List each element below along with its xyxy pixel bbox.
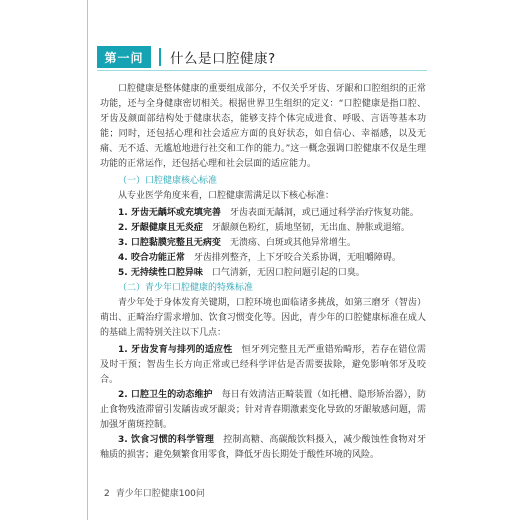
standard-item-text: 牙齿排列整齐，上下牙咬合关系协调，无咀嚼障碍。 xyxy=(193,253,401,263)
standard-item-text: 口气清新，无因口腔问题引起的口臭。 xyxy=(211,268,365,278)
standard-item-text: 每日有效清洁正畸装置（如托槽、隐形矫治器），防止食物残渣滞留引发龋齿或牙龈炎；针对青春期激素变化导致的牙龈敏感问题，需加强牙菌斑控制。 xyxy=(100,390,426,430)
question-header xyxy=(97,46,427,68)
standard-item-heading: 2. 口腔卫生的动态维护 xyxy=(118,390,213,400)
book-title: 青少年口腔健康100问 xyxy=(115,489,205,499)
page-content xyxy=(100,82,426,463)
standard-item xyxy=(100,266,426,281)
standard-item xyxy=(100,343,426,388)
section-subheading: （一）口腔健康核心标准 xyxy=(118,176,218,186)
standard-item-heading: 1. 牙齿发育与排列的适应性 xyxy=(118,345,233,355)
body-paragraph: 青少年处于身体发育关键期，口腔环境也面临诸多挑战，如第三磨牙（智齿）萌出、正畸治疗需求增加、饮食习惯变化等。因此，青少年的口腔健康标准在成人的基础上需特别关注以下几点： xyxy=(100,298,426,338)
standard-item-heading: 3. 口腔黏膜完整且无病变 xyxy=(118,238,221,248)
header-separator xyxy=(159,48,161,66)
standard-item-heading: 2. 牙龈健康且无炎症 xyxy=(118,223,203,233)
standard-item xyxy=(100,221,426,236)
body-paragraph: 口腔健康是整体健康的重要组成部分，不仅关乎牙齿、牙龈和口腔组织的正常功能，还与全身健康密切相关。根据世界卫生组织的定义：“口腔健康是指口腔、牙齿及颜面部结构处于健康状态，能够支持个体完成进食、呼吸、言语等基本功能；同时，还包括心理和社会适应方面的良好状态，如自信心、幸福感，以及无痛、无不适、无尴尬地进行社交和工作的能力。”这一概念强调口腔健康不仅是生理功能的正常运作，还包括心理和社会层面的适应能力。 xyxy=(100,84,426,169)
standard-item-heading: 1. 牙齿无龋坏或充填完善 xyxy=(118,208,221,218)
standard-item-text: 无溃疡、白斑或其他异常增生。 xyxy=(229,238,356,248)
question-badge: 第一问 xyxy=(97,46,151,68)
standard-item xyxy=(100,206,426,221)
standard-item-text: 控制高糖、高碳酸饮料摄入，减少酸蚀性食物对牙釉质的损害；避免频繁食用零食，降低牙齿长期处于酸性环境的风险。 xyxy=(100,435,426,460)
standard-item-heading: 4. 咬合功能正常 xyxy=(118,253,185,263)
standard-item-text: 恒牙列完整且无严重错殆畸形，若存在错位需及时干预；智齿生长方向正常或已经科学评估是否需要拔除，避免影响邻牙及咬合。 xyxy=(100,345,426,385)
margin-rule xyxy=(87,0,88,520)
standard-item-text: 牙齿表面无龋洞，或已通过科学治疗恢复功能。 xyxy=(229,208,419,218)
body-paragraph: 从专业医学角度来看，口腔健康需满足以下核心标准： xyxy=(118,191,335,201)
standard-item xyxy=(100,236,426,251)
standard-item xyxy=(100,433,426,463)
standard-item-text: 牙龈颜色粉红，质地坚韧，无出血、肿胀或退缩。 xyxy=(211,223,410,233)
standard-item xyxy=(100,388,426,433)
header-underline xyxy=(97,70,427,71)
page-number: 2 xyxy=(104,489,110,499)
standard-item-heading: 3. 饮食习惯的科学管理 xyxy=(118,435,215,445)
page-footer xyxy=(104,486,205,499)
standard-item xyxy=(100,251,426,266)
standard-item-heading: 5. 无持续性口腔异味 xyxy=(118,268,203,278)
section-subheading: （二）青少年口腔健康的特殊标准 xyxy=(118,283,254,293)
question-title: 什么是口腔健康? xyxy=(170,51,276,67)
